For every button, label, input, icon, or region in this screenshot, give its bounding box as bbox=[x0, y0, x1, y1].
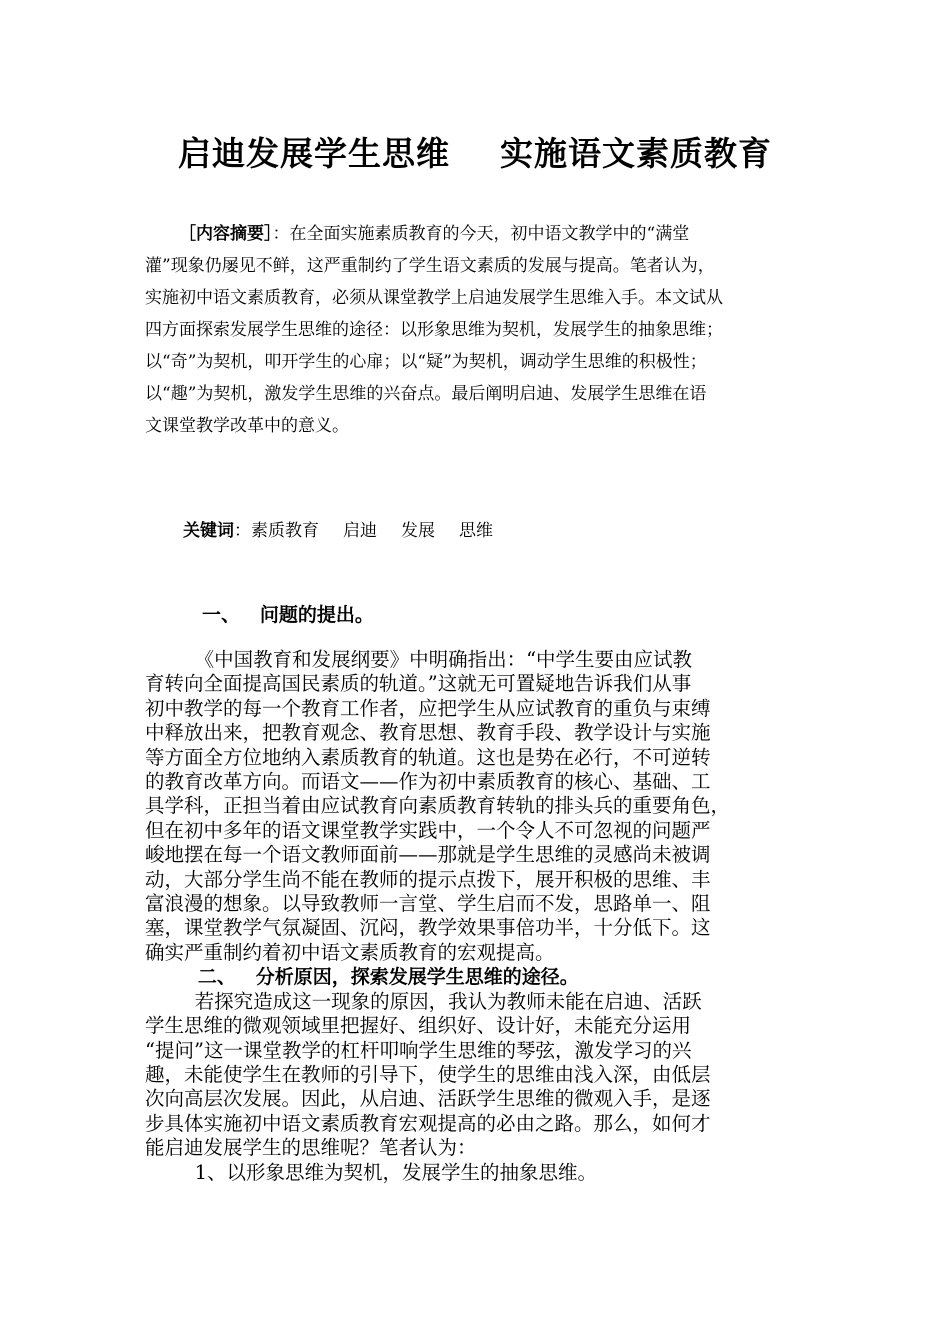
body-line: 步具体实施初中语文素质教育宏观提高的必由之路。那么，如何才 bbox=[145, 1111, 711, 1135]
body-line: 《中国教育和发展纲要》中明确指出：“中学生要由应试教 bbox=[145, 648, 693, 671]
abstract-line: 文课堂教学改革中的意义。 bbox=[145, 416, 349, 436]
body-line: 若探究造成这一现象的原因，我认为教师未能在启迪、活跃 bbox=[145, 989, 702, 1013]
abstract-line: 以“趣”为契机，激发学生思维的兴奋点。最后阐明启迪、发展学生思维在语 bbox=[145, 384, 707, 404]
abstract-line: ［内容摘要］：在全面实施素质教育的今天，初中语文教学中的“满堂 bbox=[179, 224, 690, 244]
body-line: 的教育改革方向。而语文——作为初中素质教育的核心、基础、工 bbox=[145, 770, 711, 794]
body-line: 1、以形象思维为契机，发展学生的抽象思维。 bbox=[145, 1160, 597, 1184]
body-line: 次向高层次发展。因此，从启迪、活跃学生思维的微观入手，是逐 bbox=[145, 1087, 711, 1111]
keyword: 思维 bbox=[459, 521, 493, 541]
body-line: 趣，未能使学生在教师的引导下，使学生的思维由浅入深，由低层 bbox=[145, 1062, 711, 1086]
body-line: 富浪漫的想象。以导致教师一言堂、学生启而不发，思路单一、阻 bbox=[145, 892, 711, 916]
abstract-line: 以“奇”为契机，叩开学生的心扉；以“疑”为契机，调动学生思维的积极性； bbox=[145, 352, 707, 372]
section-heading-2: 二、 分析原因，探索发展学生思维的途径。 bbox=[145, 966, 579, 989]
body-text bbox=[145, 648, 805, 1185]
body-line: 初中教学的每一个教育工作者，应把学生从应试教育的重负与束缚 bbox=[145, 696, 711, 720]
abstract-line: 四方面探索发展学生思维的途径：以形象思维为契机，发展学生的抽象思维； bbox=[145, 320, 723, 340]
keywords-line bbox=[183, 516, 517, 541]
keyword: 素质教育 bbox=[251, 521, 319, 541]
abstract-line: 实施初中语文素质教育，必须从课堂教学上启迪发展学生思维入手。本文试从 bbox=[145, 288, 723, 308]
body-line: 动，大部分学生尚不能在教师的提示点拨下，展开积极的思维、丰 bbox=[145, 867, 711, 891]
body-line: 具学科，正担当着由应试教育向素质教育转轨的排头兵的重要角色， bbox=[145, 794, 731, 818]
body-line: 但在初中多年的语文课堂教学实践中，一个令人不可忽视的问题严 bbox=[145, 818, 711, 842]
body-line: 育转向全面提高国民素质的轨道。”这就无可置疑地告诉我们从事 bbox=[145, 672, 692, 696]
body-line: 学生思维的微观领域里把握好、组织好、设计好，未能充分运用 bbox=[145, 1014, 692, 1038]
body-line: 能启迪发展学生的思维呢？笔者认为： bbox=[145, 1136, 477, 1160]
abstract-block bbox=[145, 218, 810, 442]
document-title: 启迪发展学生思维 实施语文素质教育 bbox=[178, 134, 772, 173]
keyword: 发展 bbox=[401, 521, 435, 541]
keywords-separator: ： bbox=[234, 521, 251, 541]
keyword: 启迪 bbox=[343, 521, 377, 541]
body-line: “提问”这一课堂教学的杠杆叩响学生思维的琴弦，激发学习的兴 bbox=[145, 1038, 692, 1062]
abstract-line: 灌”现象仍屡见不鲜，这严重制约了学生语文素质的发展与提高。笔者认为， bbox=[145, 256, 715, 276]
body-line: 等方面全方位地纳入素质教育的轨道。这也是势在必行，不可逆转 bbox=[145, 745, 711, 769]
body-line: 峻地摆在每一个语文教师面前——那就是学生思维的灵感尚未被调 bbox=[145, 843, 711, 867]
body-line: 塞，课堂教学气氛凝固、沉闷，教学效果事倍功半，十分低下。这 bbox=[145, 916, 711, 940]
body-line: 中释放出来，把教育观念、教育思想、教育手段、教学设计与实施 bbox=[145, 721, 711, 745]
body-line: 确实严重制约着初中语文素质教育的宏观提高。 bbox=[145, 940, 555, 964]
keywords-label: 关键词 bbox=[183, 521, 234, 541]
section-heading-1: 一、 问题的提出。 bbox=[202, 604, 374, 626]
abstract-label: ［内容摘要］ bbox=[179, 224, 273, 244]
